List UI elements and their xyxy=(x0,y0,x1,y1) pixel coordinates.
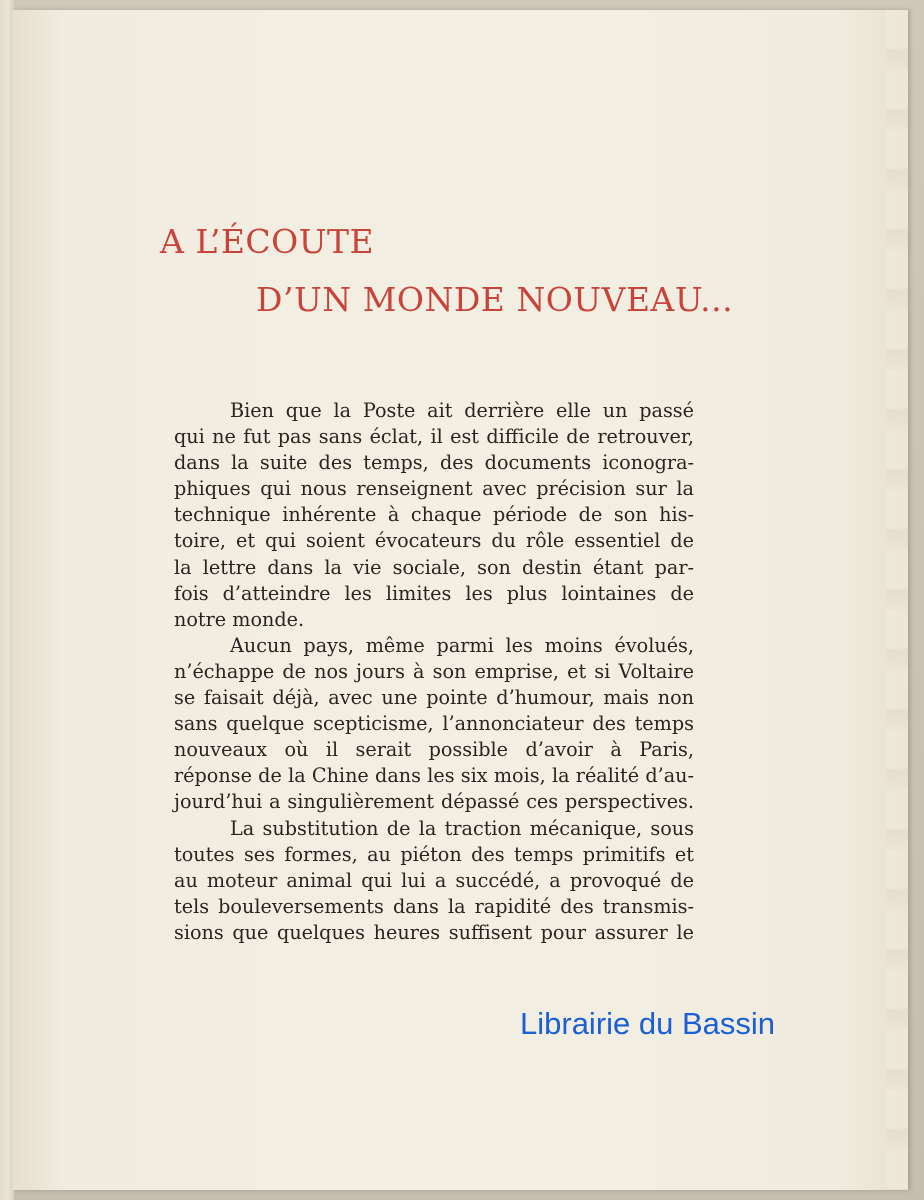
text-line: toire, et qui soient évocateurs du rôle essentiel de xyxy=(174,529,694,553)
chapter-title-line-1: A L’ÉCOUTE xyxy=(160,222,375,261)
text-line: dans la suite des temps, des documents iconogra- xyxy=(174,451,694,475)
text-line: la lettre dans la vie sociale, son destin étant par- xyxy=(174,555,694,579)
text-line: fois d’atteindre les limites les plus lointaines de xyxy=(174,581,694,605)
text-line: Aucun pays, même parmi les moins évolués, xyxy=(230,633,694,657)
text-line: se faisait déjà, avec une pointe d’humour, mais non xyxy=(174,686,694,710)
text-line: jourd’hui a singulièrement dépassé ces perspectives. xyxy=(174,790,694,814)
watermark-text: Librairie du Bassin xyxy=(520,1006,776,1041)
text-line: La substitution de la traction mécanique, sous xyxy=(230,816,694,840)
text-line: nouveaux où il serait possible d’avoir à Paris, xyxy=(174,738,694,762)
text-line: qui ne fut pas sans éclat, il est difficile de retrouver, xyxy=(174,425,694,449)
deckled-edge xyxy=(886,10,908,1190)
text-line: phiques qui nous renseignent avec précision sur la xyxy=(174,477,694,501)
text-line: toutes ses formes, au piéton des temps primitifs et xyxy=(174,842,694,866)
chapter-title-line-2: D’UN MONDE NOUVEAU... xyxy=(256,280,734,319)
text-line: réponse de la Chine dans les six mois, la réalité d’au- xyxy=(174,764,694,788)
text-line: n’échappe de nos jours à son emprise, et si Voltaire xyxy=(174,659,694,683)
text-line: notre monde. xyxy=(174,607,305,631)
text-line: Bien que la Poste ait derrière elle un passé xyxy=(230,399,694,422)
text-line: sans quelque scepticisme, l’annonciateur des temps xyxy=(174,712,694,736)
text-line: tels bouleversements dans la rapidité des transmis- xyxy=(174,894,694,918)
text-line: sions que quelques heures suffisent pour assurer le xyxy=(174,920,694,944)
body-text xyxy=(174,398,694,946)
text-line: au moteur animal qui lui a succédé, a provoqué de xyxy=(174,868,694,892)
text-line: technique inhérente à chaque période de son his- xyxy=(174,503,694,527)
